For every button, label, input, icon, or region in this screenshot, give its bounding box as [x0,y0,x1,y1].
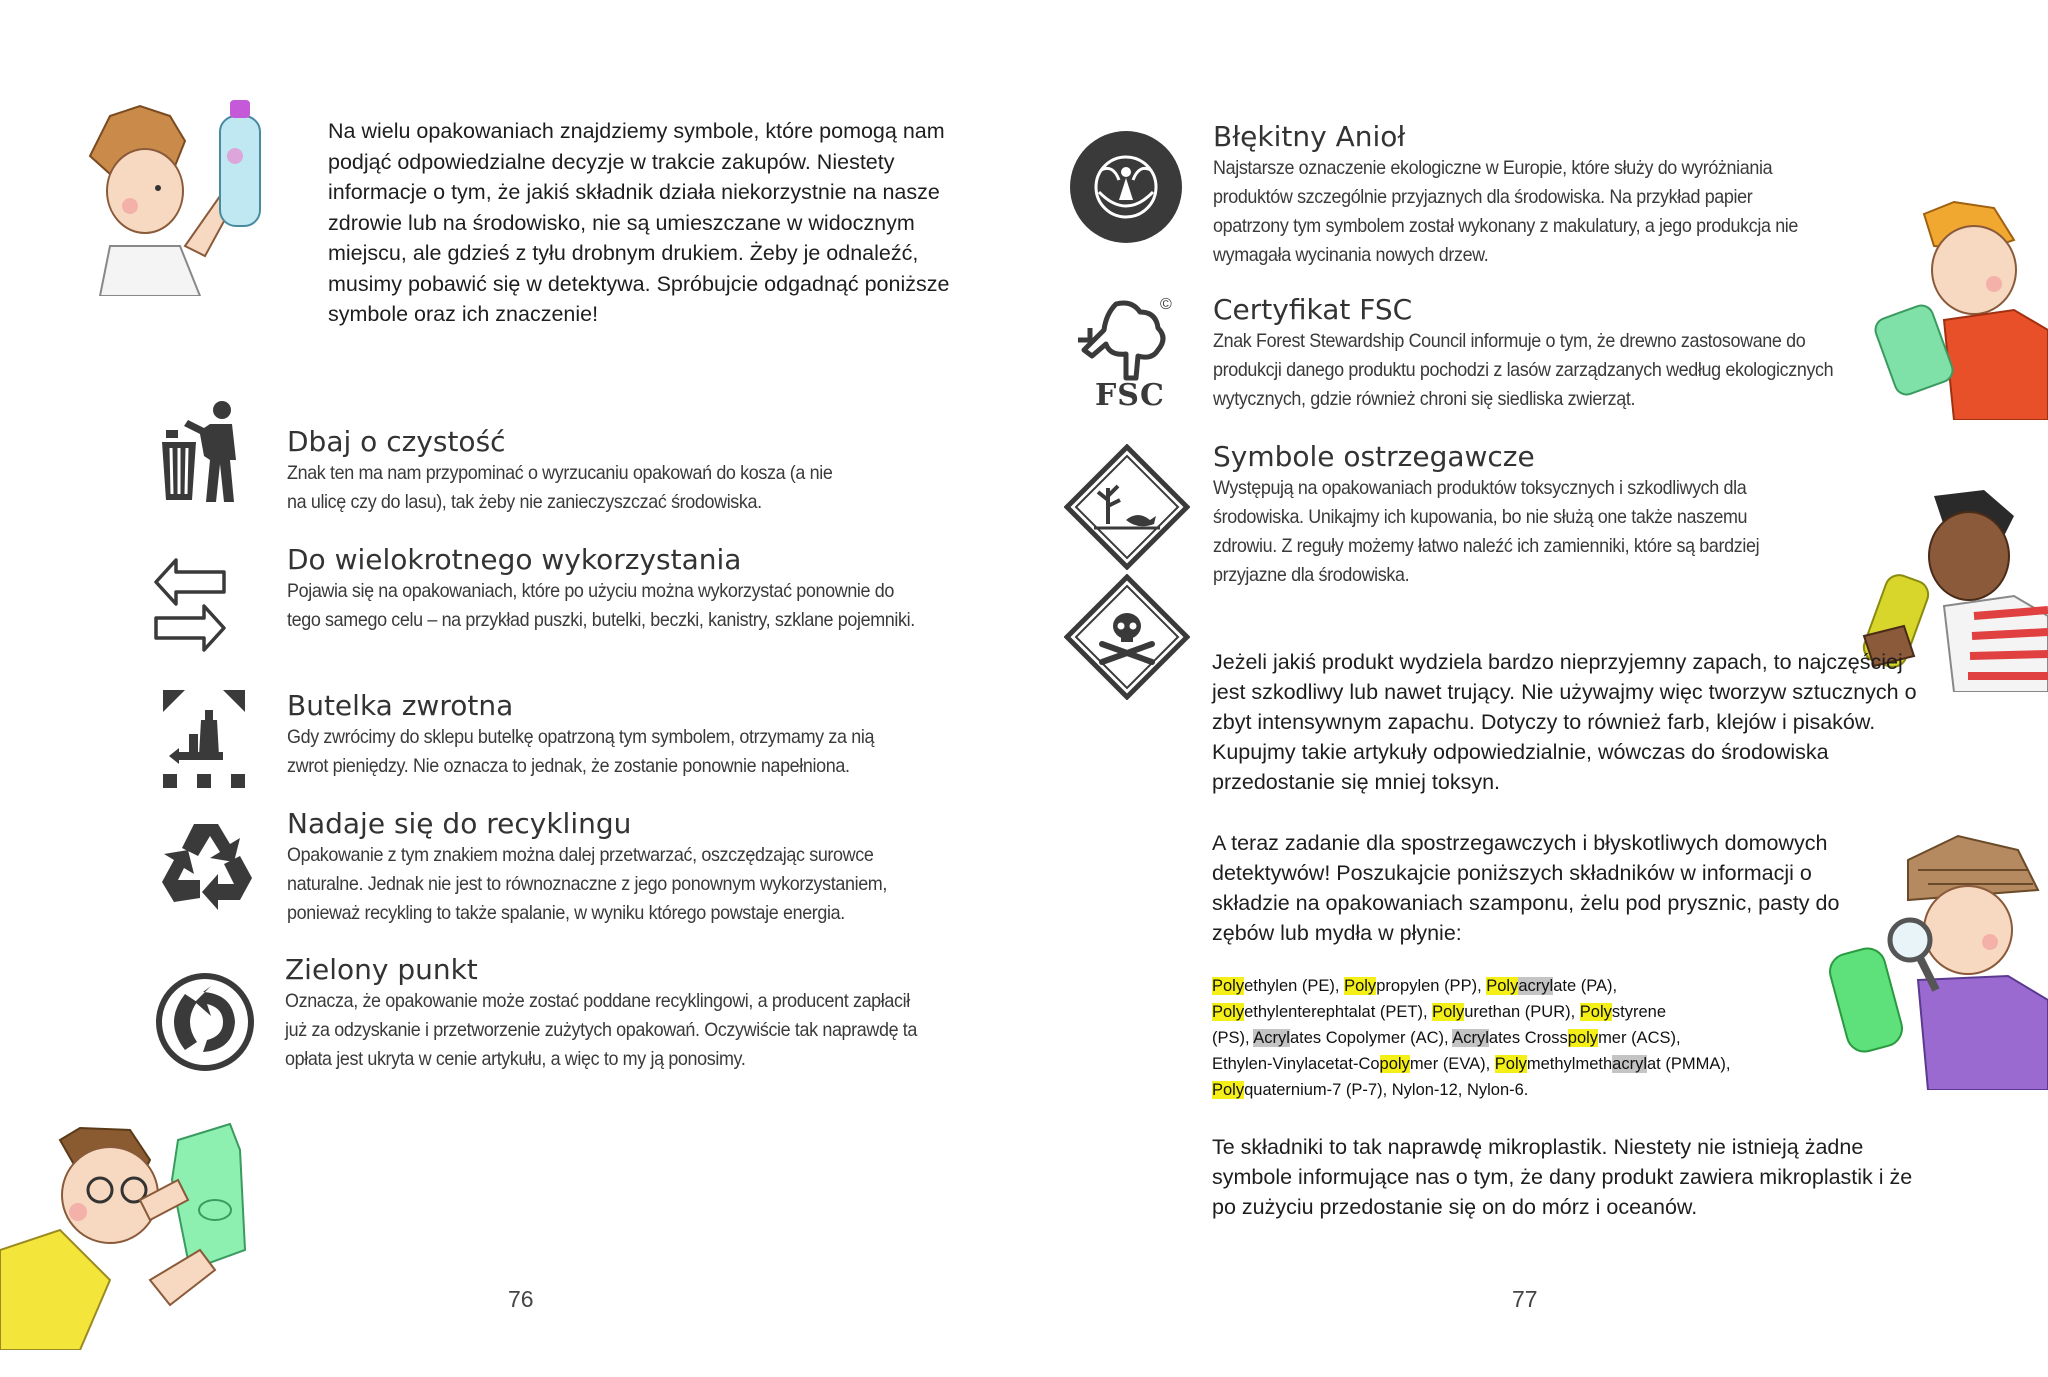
blue-angel-icon [1069,130,1183,244]
returnable-bottle-icon [163,690,245,788]
tidyman-icon [160,400,246,504]
symbol-desc-reusable: Pojawia się na opakowaniach, które po użyciu można wykorzystać ponownie do tego samego celu – na przykład puszki, butelki, beczki, kanistry, szklane pojemniki. [287,580,915,631]
symbol-title-returnable: Butelka zwrotna [287,689,514,722]
symbol-title-reusable: Do wielokrotnego wykorzystania [287,543,742,576]
smell-paragraph: Jeżeli jakiś produkt wydziela bardzo nieprzyjemny zapach, to najczęściej jest szkodliwy lub nawet trujący. Nie używajmy więc tworzyw sztucznych o zbyt intensywnym zapachu. Dotyczy to również farb, klejów i pisaków. Kupujmy takie artykuły odpowiedzialnie, wówczas do środowiska przedostanie się mniej toksyn. [1212,650,1917,794]
hazard-toxic-icon [1064,574,1190,700]
symbol-title-recycling: Nadaje się do recyklingu [287,807,632,840]
symbol-desc-recycling: Opakowanie z tym znakiem można dalej przetwarzać, oszczędzając surowce naturalne. Jednak nie jest to równoznaczne z jego ponownym wykorzystaniem, ponieważ recykling to także spalanie, w wyniku którego powstaje energia. [287,844,888,924]
reusable-arrows-icon [152,556,228,656]
intro-paragraph: Na wielu opakowaniach znajdziemy symbole, które pomogą nam podjąć odpowiedzialne decyzje w trakcie zakupów. Niestety informacje o tym, że jakiś składnik działa niekorzystnie na nasze zdrowie lub na środowisko, nie są umieszczane w widocznym miejscu, ale gdzieś z tyłu drobnym drukiem. Żeby je odnaleźć, musimy pobawić się w detektywa. Spróbujcie odgadnąć poniższe symbole oraz ich znaczenie! [328,119,950,326]
child-with-bottle-illustration [70,96,270,296]
symbol-title-green-dot: Zielony punkt [285,953,478,986]
ingredients-line: Polyquaternium-7 (P-7), Nylon-12, Nylon-6. [1212,1081,1529,1099]
detective-with-magnifier-illustration [1808,830,2048,1090]
child-with-carton-illustration [0,1120,270,1350]
green-dot-icon [155,972,255,1072]
child-reading-bottle-illustration [1864,200,2048,420]
symbol-desc-fsc: Znak Forest Stewardship Council informuje o tym, że drewno zastosowane do produkcji danego produktu pochodzi z lasów zarządzanych według ekologicznych wytycznych, gdzie również chroni się siedliska zwierząt. [1213,330,1834,410]
hazard-environment-icon [1064,444,1190,570]
right-page [1024,0,2048,1377]
fsc-tree-icon [1076,300,1172,384]
ingredients-line: (PS), Acrylates Copolymer (AC), Acrylates Crosspolymer (ACS), [1212,1029,1681,1047]
symbol-desc-hazard: Występują na opakowaniach produktów toksycznych i szkodliwych dla środowiska. Unikajmy ich kupowania, bo nie służą one także naszemu zdrowiu. Z reguły możemy łatwo naleźć ich zamienniki, które są bardziej przyjazne dla środowiska. [1213,477,1760,586]
fsc-copyright-symbol: © [1160,296,1172,313]
page-number-right: 77 [1512,1286,1538,1312]
fsc-label: FSC [1095,378,1165,413]
ingredients-line: Polyethylenterephtalat (PET), Polyurethan (PUR), Polystyrene [1212,1003,1666,1021]
symbol-desc-green-dot: Oznacza, że opakowanie może zostać poddane recyklingowi, a producent zapłacił już za odzyskanie i przetworzenie zużytych opakowań. Oczywiście tak naprawdę ta opłata jest ukryta w cenie artykułu, a więc to my ją ponosimy. [285,990,918,1070]
symbol-title-blue-angel: Błękitny Anioł [1213,120,1406,153]
ingredients-line: Ethylen-Vinylacetat-Copolymer (EVA), Polymethylmethacrylat (PMMA), [1212,1055,1731,1073]
task-paragraph: A teraz zadanie dla spostrzegawczych i błyskotliwych domowych detektywów! Poszukajcie poniższych składników w informacji o składzie na opakowaniach szamponu, żelu pod prysznic, pasty do zębów lub mydła w płynie: [1212,831,1840,945]
ingredients-line: Polyethylen (PE), Polypropylen (PP), Polyacrylate (PA), [1212,977,1618,995]
symbol-title-hazard: Symbole ostrzegawcze [1213,440,1535,473]
ingredients-list [1212,973,1832,1103]
symbol-title-fsc: Certyfikat FSC [1213,293,1413,326]
symbol-desc-returnable: Gdy zwrócimy do sklepu butelkę opatrzoną tym symbolem, otrzymamy za nią zwrot pieniędzy. Nie oznacza to jednak, że zostanie ponownie napełniona. [287,726,875,777]
symbol-desc-blue-angel: Najstarsze oznaczenie ekologiczne w Europie, które służy do wyróżniania produktów szczególnie przyjaznych dla środowiska. Na przykład papier opatrzony tym symbolem został wykonany z makulatury, a jego produkcja nie wymagała wycinania nowych drzew. [1213,157,1799,266]
page-number-left: 76 [508,1286,534,1312]
recycling-icon [160,818,258,912]
symbol-desc-tidyman: Znak ten ma nam przypominać o wyrzucaniu opakowań do kosza (a nie na ulicę czy do lasu), tak żeby nie zanieczyszczać środowiska. [287,462,833,513]
microplastic-paragraph: Te składniki to tak naprawdę mikroplastik. Niestety nie istnieją żadne symbole informujące nas o tym, że dany produkt zawiera mikroplastik i że po zużyciu przedostanie się on do mórz i oceanów. [1212,1135,1913,1219]
symbol-title-tidyman: Dbaj o czystość [287,425,506,458]
